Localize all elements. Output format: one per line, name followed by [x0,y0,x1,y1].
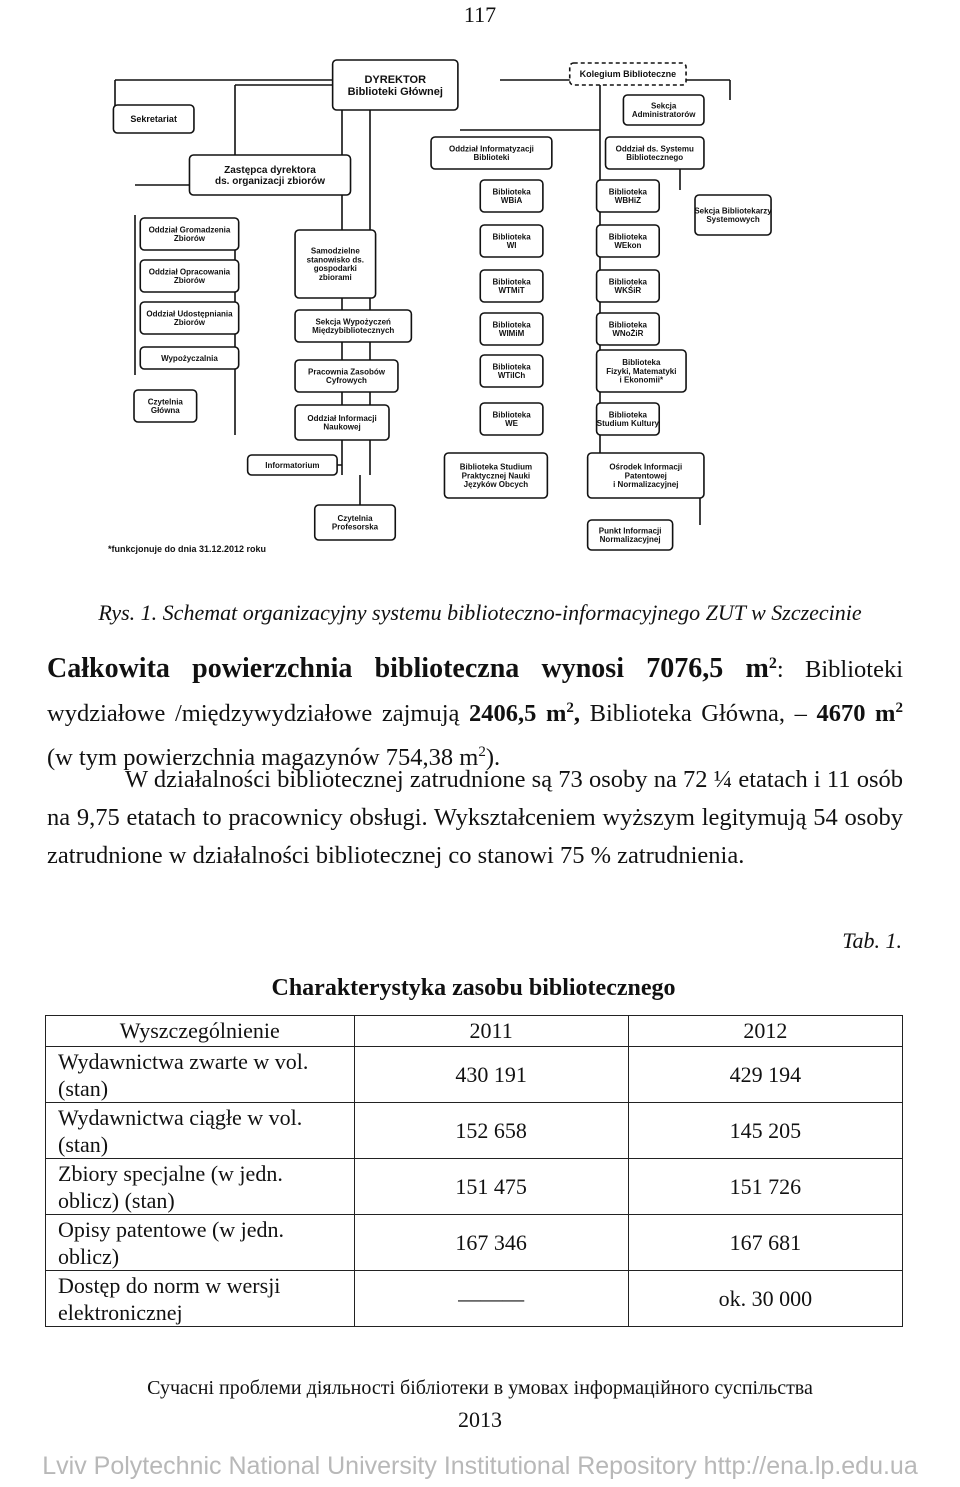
value-2012: ok. 30 000 [628,1271,902,1327]
table-row [46,1271,903,1327]
total-area-text: Całkowita powierzchnia biblioteczna wynosi 7076,5 m [47,653,769,685]
table-row [46,1047,903,1103]
journal-year: 2013 [458,1407,502,1432]
row-label: Wydawnictwa ciągłe w vol. (stan) [46,1103,355,1159]
sekcja-admin-label: Sekcja Administratorów [631,101,696,120]
area-text: (w tym powierzchnia magazynów 754,38 m [47,744,479,772]
udostepniania-label: Oddział Udostępniania Zbiorów [146,309,233,328]
repository-watermark: Lviv Polytechnic National University Institutional Repository http://ena.lp.edu.ua [42,1452,918,1480]
table-row [46,1159,903,1215]
czytelnia-glowna-label: Czytelnia Główna [147,397,183,416]
informatorium-label: Informatorium [265,460,320,470]
value-2012: 145 205 [628,1103,902,1159]
faculty-library-label: Biblioteka WNoŻiR [608,320,648,339]
superscript: 2 [566,700,574,717]
journal-footer: Сучасні проблеми діяльності бібліотеки в умовах інформаційного суспільства [147,1377,813,1399]
area-text: : Biblioteki wydziałowe /międzywydziałowe zajmują [47,656,903,728]
table-row [46,1103,903,1159]
row-label: Zbiory specjalne (w jedn. oblicz) (stan) [46,1159,355,1215]
faculty-library-label: Biblioteka WE [492,410,531,429]
faculty-library-label: Biblioteka WTMiT [492,277,531,296]
row-label: Opisy patentowe (w jedn. oblicz) [46,1215,355,1271]
samodzielne-label: Samodzielne stanowisko ds. gospodarki zbiorami [306,246,364,282]
faculty-library-label: Biblioteka WTiICh [492,362,531,381]
faculty-library-label: Biblioteka WKŚiR [608,277,648,296]
superscript: 2 [768,655,777,672]
value-2012: 429 194 [628,1047,902,1103]
informatyzacja-label: Oddział Informatyzacji Biblioteki [448,144,534,163]
area-text: Biblioteka Główna, – [580,700,817,728]
deputy-label: Zastępca dyrektora ds. organizacji zbiorów [214,165,326,187]
system-label: Oddział ds. Systemu Bibliotecznego [615,144,694,163]
area-text: ). [485,744,501,772]
value-2011: ——— [354,1271,628,1327]
paragraph-staff: W działalności bibliotecznej zatrudnione są 73 osoby na 72 ¼ etatach i 11 osób na 9,75 etatach to pracownicy obsługi. Wykształceniem wyższym legitymują 54 osoby zatrudnione w działalności bibliotecznej co stanowi 75 % zatrudnienia. [47,766,903,869]
opracowania-label: Oddział Opracowania Zbiorów [148,267,231,286]
pracownia-label: Pracownia Zasobów Cyfrowych [308,367,385,386]
studium-jezykow-label: Biblioteka Studium Praktycznej Nauki Języków Obcych [459,462,533,490]
row-label: Dostęp do norm w wersji elektronicznej [46,1271,355,1327]
wypozyczalnia-label: Wypożyczalnia [161,353,218,363]
superscript: 2 [478,744,486,761]
paragraph-area [47,645,903,777]
comma: , [573,700,581,728]
collection-table [45,1015,903,1327]
header-cell: 2012 [628,1016,902,1047]
value-2011: 152 658 [354,1103,628,1159]
org-chart-boxes [113,60,771,550]
value-2011: 151 475 [354,1159,628,1215]
faculty-library-label: Biblioteka WI [492,232,531,251]
faculty-library-label: Biblioteka WEkon [608,232,648,251]
sekretariat-label: Sekretariat [130,114,177,125]
header-cell: 2011 [354,1016,628,1047]
faculty-area-value: 2406,5 m [469,700,567,728]
faculty-library-label: Biblioteka Studium Kultury [596,410,660,429]
faculty-library-label: Biblioteka Fizyki, Matematyki i Ekonomii* [606,358,677,385]
row-label: Wydawnictwa zwarte w vol. (stan) [46,1047,355,1103]
header-cell: Wyszczególnienie [46,1016,355,1047]
table-header-row [46,1016,903,1047]
org-chart [100,55,780,565]
superscript: 2 [895,700,903,717]
czytelnia-prof-label: Czytelnia Profesorska [331,513,379,532]
faculty-library-label: Biblioteka WBiA [492,187,531,206]
table-number: Tab. 1. [842,928,902,953]
sekcja-bibl-label: Sekcja Bibliotekarzy Systemowych [694,206,772,225]
sekcja-wypozyczen-label: Sekcja Wypożyczeń Międzybibliotecznych [312,317,395,336]
org-chart-footnote: *funkcjonuje do dnia 31.12.2012 roku [108,544,267,554]
main-area-value: 4670 m [816,700,896,728]
kolegium-label: Kolegium Biblioteczne [579,69,677,80]
value-2012: 151 726 [628,1159,902,1215]
informacji-naukowej-label: Oddział Informacji Naukowej [307,413,377,432]
value-2011: 167 346 [354,1215,628,1271]
faculty-library-label: Biblioteka WIMiM [492,320,531,339]
osrodek-label: Ośrodek Informacji Patentowej i Normalizacyjnej [609,462,683,490]
table-title: Charakterystyka zasobu bibliotecznego [271,975,676,1001]
figure-caption: Rys. 1. Schemat organizacyjny systemu biblioteczno-informacyjnego ZUT w Szczecinie [98,600,862,625]
faculty-library-label: Biblioteka WBHiZ [608,187,648,206]
director-label: DYREKTOR Biblioteki Głównej [347,73,443,98]
value-2012: 167 681 [628,1215,902,1271]
gromadzenia-label: Oddział Gromadzenia Zbiorów [148,225,231,244]
table-row [46,1215,903,1271]
value-2011: 430 191 [354,1047,628,1103]
page-number: 117 [463,2,497,27]
punkt-label: Punkt Informacji Normalizacyjnej [598,526,662,545]
